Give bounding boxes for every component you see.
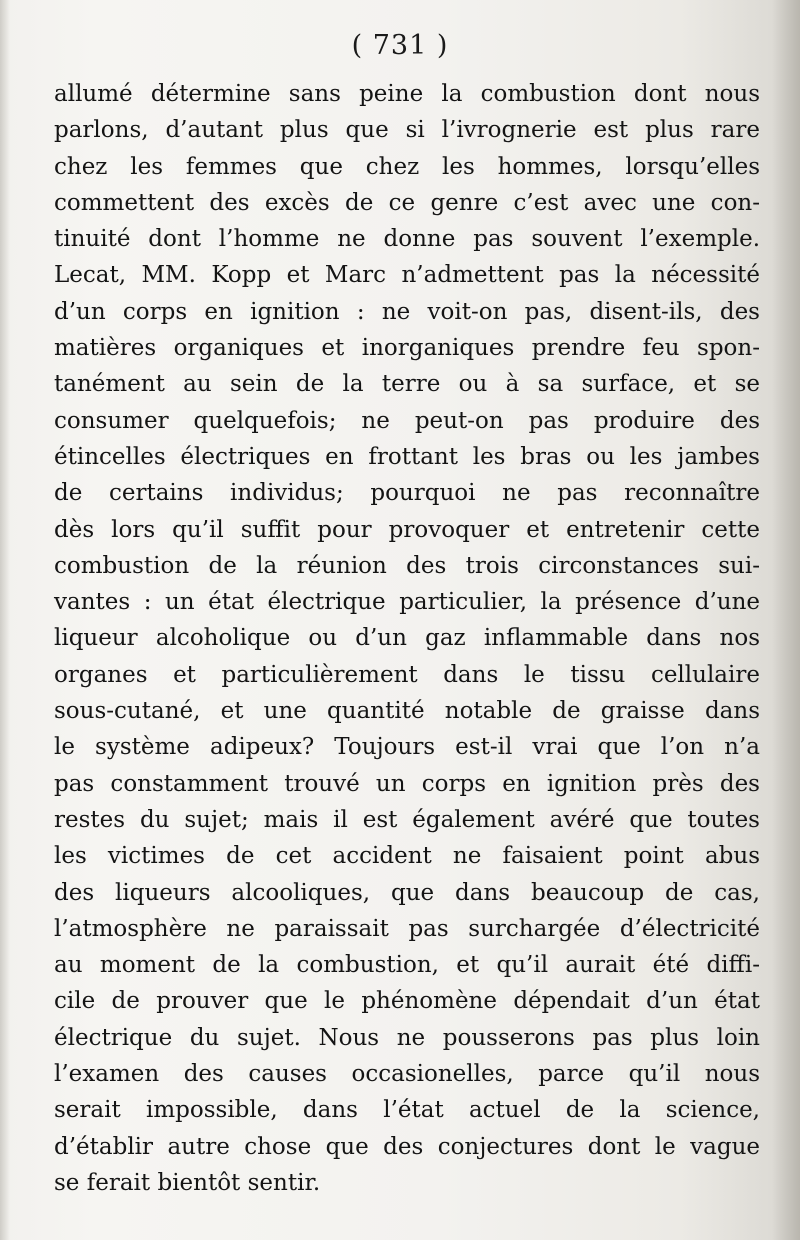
text-line: étincelles électriques en frottant les bras ou les jambes: [54, 443, 760, 470]
page-number: ( 731 ): [351, 30, 449, 61]
text-line: l’examen des causes occasionelles, parce qu’il nous: [54, 1061, 760, 1088]
text-line: liqueur alcoholique ou d’un gaz inflammable dans nos: [54, 625, 760, 652]
text-line: matières organiques et inorganiques prendre feu spon-: [54, 335, 760, 362]
text-line: pas constamment trouvé un corps en ignition près des: [54, 770, 760, 797]
text-line: Lecat, MM. Kopp et Marc n’admettent pas la nécessité: [54, 262, 760, 289]
text-line: les victimes de cet accident ne faisaient point abus: [54, 843, 760, 870]
page-left-shadow: [0, 0, 10, 1240]
text-line: de certains individus; pourquoi ne pas reconnaître: [54, 480, 760, 507]
text-line: dès lors qu’il suffit pour provoquer et entretenir cette: [54, 516, 760, 543]
text-line: l’atmosphère ne paraissait pas surchargée d’électricité: [54, 915, 760, 942]
text-line: des liqueurs alcooliques, que dans beaucoup de cas,: [54, 879, 760, 906]
text-line: au moment de la combustion, et qu’il aurait été diffi-: [54, 952, 760, 979]
page-right-shadow: [772, 0, 800, 1240]
text-line: allumé détermine sans peine la combustion dont nous: [54, 81, 760, 107]
text-line: consumer quelquefois; ne peut-on pas produire des: [54, 407, 760, 434]
text-line: le système adipeux? Toujours est-il vrai que l’on n’a: [54, 734, 760, 761]
text-line: chez les femmes que chez les hommes, lorsqu’elles: [54, 153, 760, 180]
text-line: tanément au sein de la terre ou à sa surface, et se: [54, 371, 760, 398]
text-line: serait impossible, dans l’état actuel de la science,: [54, 1097, 760, 1124]
text-line: sous-cutané, et une quantité notable de graisse dans: [54, 698, 760, 725]
text-line: vantes : un état électrique particulier, la présence d’une: [54, 589, 760, 616]
text-line: organes et particulièrement dans le tissu cellulaire: [54, 661, 760, 688]
text-line: combustion de la réunion des trois circonstances sui-: [54, 552, 760, 579]
text-line: restes du sujet; mais il est également avéré que toutes: [54, 806, 760, 833]
text-line: cile de prouver que le phénomène dépendait d’un état: [54, 988, 760, 1015]
text-line-last: se ferait bientôt sentir.: [54, 1169, 321, 1196]
text-line: tinuité dont l’homme ne donne pas souvent l’exemple.: [54, 226, 760, 253]
text-line: parlons, d’autant plus que si l’ivrognerie est plus rare: [54, 117, 760, 144]
body-text: [54, 76, 760, 1201]
text-line: d’un corps en ignition : ne voit-on pas, disent-ils, des: [54, 298, 760, 325]
text-line: d’établir autre chose que des conjectures dont le vague: [54, 1133, 760, 1160]
text-line: électrique du sujet. Nous ne pousserons pas plus loin: [54, 1024, 760, 1051]
text-line: commettent des excès de ce genre c’est avec une con-: [54, 189, 760, 216]
